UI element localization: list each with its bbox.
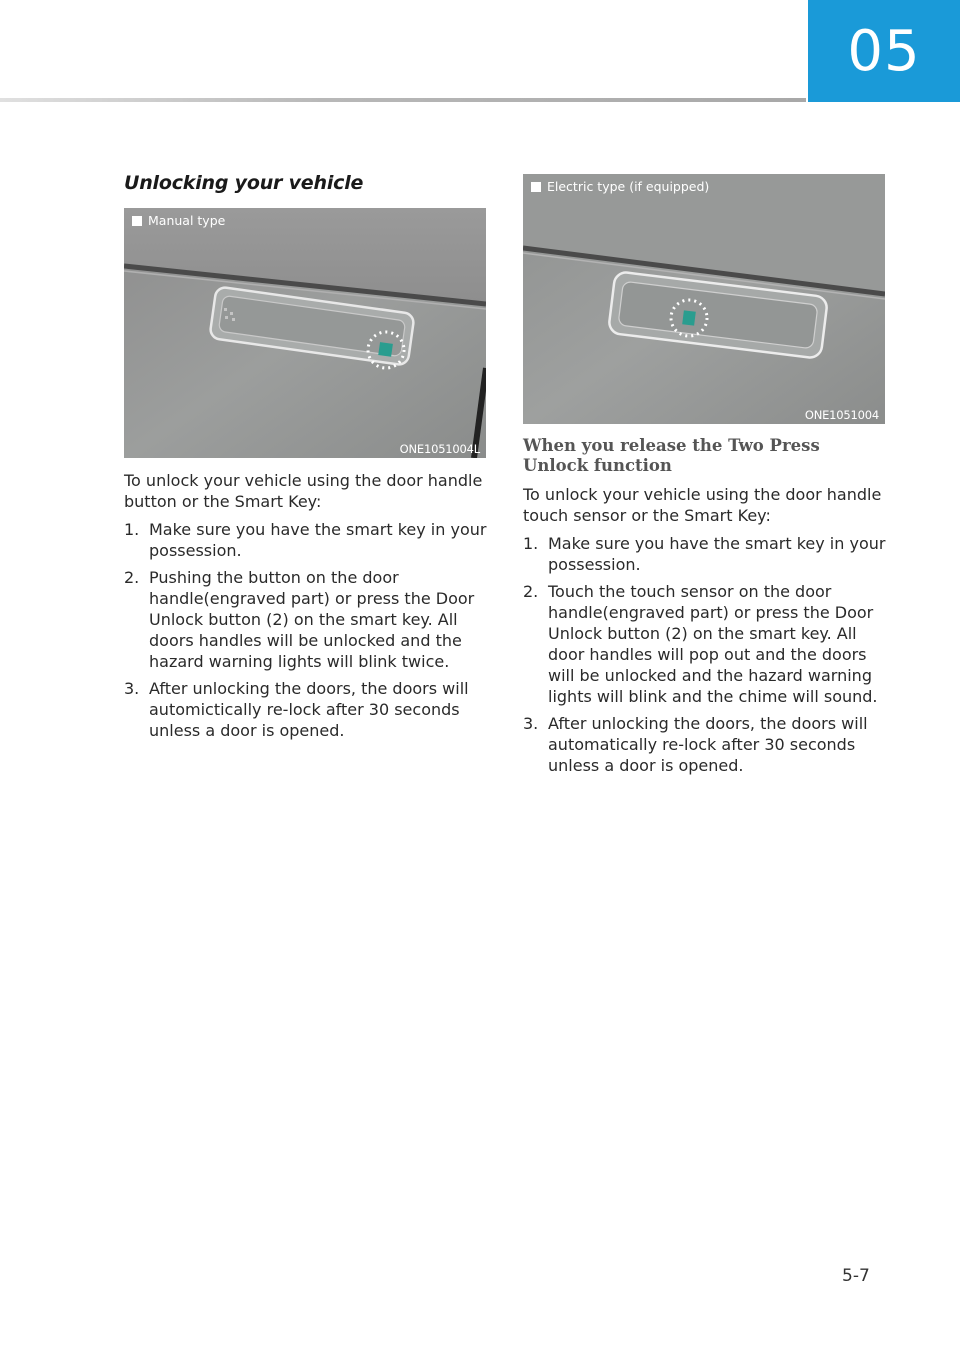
step-text: Touch the touch sensor on the door handle(engraved part) or press the Door Unlock button (2) on the smart key. All door handles will pop out and the doors will be unlocked and the hazard warning lights will blink and the chime will sound. (548, 582, 878, 706)
step-number: 3. (124, 679, 140, 698)
page-number: 5-7 (842, 1266, 870, 1286)
step-text: Make sure you have the smart key in your possession. (548, 534, 886, 574)
figure-label-text: Manual type (148, 213, 226, 228)
step-item (124, 678, 488, 741)
intro-text: To unlock your vehicle using the door handle touch sensor or the Smart Key: (523, 485, 882, 525)
square-bullet-icon (132, 216, 142, 226)
section-title: Unlocking your vehicle (124, 172, 364, 194)
door-handle-illustration (523, 174, 885, 424)
door-handle-illustration (124, 208, 486, 458)
step-text: Pushing the button on the door handle(engraved part) or press the Door Unlock button (2) on the smart key. All doors handles will be unlocked and the hazard warning lights will blink twice. (149, 568, 475, 671)
step-item (124, 567, 488, 672)
square-bullet-icon (531, 182, 541, 192)
step-number: 3. (523, 714, 539, 733)
left-column (124, 172, 488, 747)
steps-list (523, 533, 887, 776)
intro-text: To unlock your vehicle using the door handle button or the Smart Key: (124, 471, 483, 511)
step-number: 1. (124, 520, 140, 539)
chapter-tab: 05 (808, 0, 960, 102)
right-column (523, 174, 887, 782)
step-number: 1. (523, 534, 539, 553)
step-item (124, 519, 488, 561)
steps-list (124, 519, 488, 741)
manual-handle-photo (124, 208, 486, 458)
header-rule (0, 98, 806, 102)
figure-label-text: Electric type (if equipped) (547, 179, 710, 194)
step-number: 2. (523, 582, 539, 601)
figure-code: ONE1051004L (399, 442, 480, 456)
figure-code: ONE1051004 (804, 408, 879, 422)
step-number: 2. (124, 568, 140, 587)
step-item (523, 713, 887, 776)
electric-handle-photo (523, 174, 885, 424)
sub-title: When you release the Two Press Unlock function (523, 436, 820, 475)
step-item (523, 581, 887, 707)
step-text: After unlocking the doors, the doors will automatically re-lock after 30 seconds unless a door is opened. (548, 714, 868, 775)
step-item (523, 533, 887, 575)
step-text: After unlocking the doors, the doors will automictically re-lock after 30 seconds unless a door is opened. (149, 679, 469, 740)
step-text: Make sure you have the smart key in your possession. (149, 520, 487, 560)
figure-label (531, 179, 709, 194)
figure-label (132, 213, 225, 228)
